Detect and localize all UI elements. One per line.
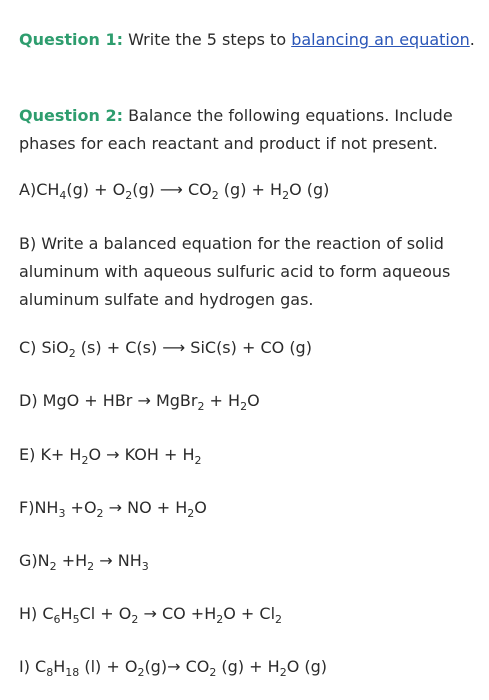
eq-f-sub: 2 xyxy=(187,507,195,520)
eq-d-part: O xyxy=(247,391,260,410)
eq-h-part: H) C xyxy=(19,604,54,623)
eq-a-part: (g) + H xyxy=(218,180,283,199)
eq-i-part: (g) + H xyxy=(216,657,280,676)
equation-g xyxy=(19,549,149,573)
eq-h-sub: 6 xyxy=(53,613,61,626)
eq-e-sub: 2 xyxy=(81,454,89,467)
question-1-text: Write the 5 steps to xyxy=(122,30,292,49)
eq-h-part: Cl + O xyxy=(79,604,132,623)
equation-a xyxy=(19,178,329,202)
eq-h-sub: 2 xyxy=(216,613,224,626)
eq-c-part: C) SiO xyxy=(19,338,69,357)
eq-a-part: (g) ⟶ CO xyxy=(132,180,212,199)
eq-d-sub: 2 xyxy=(197,400,205,413)
eq-i-part: I) C xyxy=(19,657,47,676)
eq-d-sub: 2 xyxy=(240,400,248,413)
eq-i-part: H xyxy=(53,657,66,676)
eq-f-part: O xyxy=(194,498,207,517)
question-1-label: Question 1: xyxy=(19,30,123,49)
eq-f-part: +O xyxy=(65,498,97,517)
eq-g-part: +H xyxy=(56,551,88,570)
eq-g-sub: 3 xyxy=(141,560,149,573)
eq-h-part: H xyxy=(60,604,73,623)
eq-i-part: (g)→ CO xyxy=(144,657,210,676)
question-2 xyxy=(19,102,479,158)
eq-a-sub: 2 xyxy=(125,189,133,202)
equation-h xyxy=(19,602,282,626)
eq-i-part: (l) + O xyxy=(79,657,138,676)
eq-c-sub: 2 xyxy=(68,347,76,360)
eq-d-part: + H xyxy=(204,391,241,410)
eq-e-sub: 2 xyxy=(194,454,202,467)
eq-g-sub: 2 xyxy=(87,560,95,573)
equation-e xyxy=(19,443,201,467)
eq-g-part: G)N xyxy=(19,551,50,570)
eq-c-part: (s) + C(s) ⟶ SiC(s) + CO (g) xyxy=(75,338,312,357)
eq-i-sub: 2 xyxy=(209,666,217,679)
eq-a-sub: 2 xyxy=(211,189,219,202)
eq-d-part: D) MgO + HBr → MgBr xyxy=(19,391,198,410)
eq-i-sub: 18 xyxy=(65,666,80,679)
question-1 xyxy=(19,26,479,54)
balancing-equation-link[interactable]: balancing an equation xyxy=(291,30,470,49)
equation-c xyxy=(19,336,312,360)
eq-a-part: A)CH xyxy=(19,180,60,199)
eq-e-part: O → KOH + H xyxy=(88,445,195,464)
eq-i-part: O (g) xyxy=(286,657,328,676)
eq-e-part: E) K+ H xyxy=(19,445,82,464)
eq-f-sub: 3 xyxy=(58,507,66,520)
eq-a-part: (g) + O xyxy=(66,180,126,199)
eq-i-sub: 2 xyxy=(279,666,287,679)
eq-h-sub: 2 xyxy=(275,613,283,626)
eq-h-part: O + Cl xyxy=(223,604,276,623)
eq-f-sub: 2 xyxy=(96,507,104,520)
eq-g-part: → NH xyxy=(94,551,142,570)
question-2-text: Balance the following equations. Include phases for each reactant and product if not present. xyxy=(19,106,453,153)
eq-a-part: O (g) xyxy=(289,180,330,199)
eq-i-sub: 2 xyxy=(137,666,145,679)
equation-d xyxy=(19,389,260,413)
question-2-label: Question 2: xyxy=(19,106,123,125)
question-b: B) Write a balanced equation for the reaction of solid aluminum with aqueous sulfuric acid to form aqueous aluminum sulfate and hydrogen gas. xyxy=(19,234,451,309)
eq-h-sub: 2 xyxy=(131,613,139,626)
eq-f-part: → NO + H xyxy=(103,498,188,517)
eq-i-sub: 8 xyxy=(46,666,54,679)
equation-f xyxy=(19,496,207,520)
eq-a-sub: 4 xyxy=(59,189,67,202)
eq-h-part: → CO +H xyxy=(138,604,217,623)
eq-g-sub: 2 xyxy=(49,560,57,573)
eq-h-sub: 5 xyxy=(72,613,80,626)
eq-f-part: F)NH xyxy=(19,498,59,517)
question-1-end: . xyxy=(469,30,475,49)
eq-a-sub: 2 xyxy=(282,189,290,202)
equation-i xyxy=(19,655,327,679)
